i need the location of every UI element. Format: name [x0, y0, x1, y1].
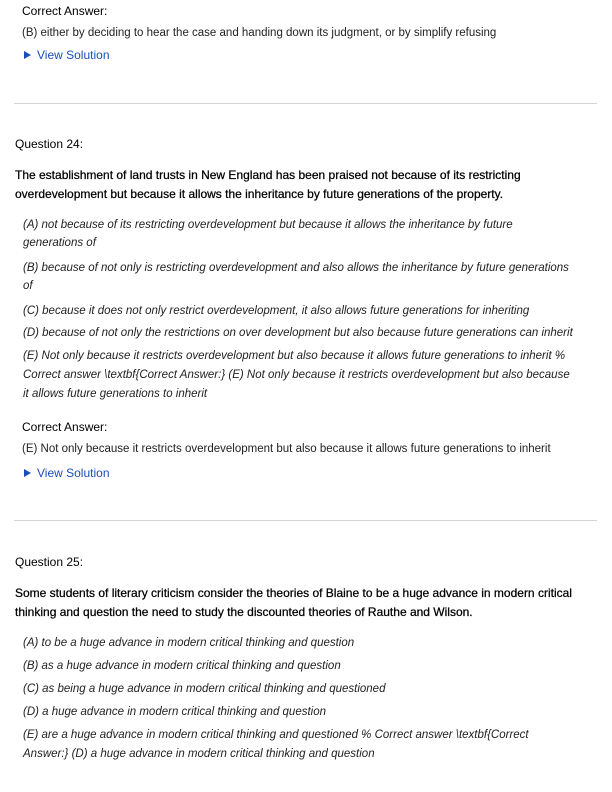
option-b-line-1[interactable]: (B) because of not only is restricting overdevelopment and also allows the inheritance by future generations	[23, 262, 569, 274]
divider	[14, 520, 597, 521]
option-a-line-2[interactable]: generations of	[23, 237, 96, 249]
question-24-stem-line-1: The establishment of land trusts in New England has been praised not because of its restricting	[15, 168, 521, 182]
option-b-line-2[interactable]: of	[23, 280, 33, 292]
option-e-line-3[interactable]: it allows future generations to inherit	[23, 388, 208, 400]
q24-correct-answer-label: Correct Answer:	[22, 420, 108, 434]
question-25-stem-line-1: Some students of literary criticism consider the theories of Blaine to be a huge advance in modern critical	[15, 586, 572, 600]
question-24-stem-line-2: overdevelopment but because it allows the inheritance by future generations of the property.	[15, 187, 504, 201]
option-d[interactable]: (D) because of not only the restrictions on over development but also because future generations can inherit	[23, 327, 573, 339]
expand-triangle-icon	[24, 51, 31, 59]
expand-triangle-icon	[24, 469, 31, 477]
option-c[interactable]: (C) as being a huge advance in modern critical thinking and questioned	[23, 683, 386, 695]
question-25-stem-line-2: thinking and question the need to study the discounted theories of Rauthe and Wilson.	[15, 605, 473, 619]
option-d[interactable]: (D) a huge advance in modern critical thinking and question	[23, 706, 327, 718]
option-a[interactable]: (A) to be a huge advance in modern critical thinking and question	[23, 637, 355, 649]
q24-correct-answer-text: (E) Not only because it restricts overdevelopment but also because it allows future generations to inherit	[22, 443, 551, 455]
view-solution-label: View Solution	[37, 48, 110, 62]
option-e-line-1[interactable]: (E) Not only because it restricts overdevelopment but also because it allows future generations to inherit %	[23, 350, 566, 362]
q24-view-solution-link[interactable]	[24, 466, 110, 480]
option-a-line-1[interactable]: (A) not because of its restricting overdevelopment but because it allows the inheritance by future	[23, 219, 513, 231]
divider	[14, 103, 597, 104]
option-b[interactable]: (B) as a huge advance in modern critical thinking and question	[23, 660, 341, 672]
view-solution-label: View Solution	[37, 466, 110, 480]
prev-correct-answer-label: Correct Answer:	[22, 4, 108, 18]
option-e-line-2[interactable]: Correct answer \textbf{Correct Answer:} (E) Not only because it restricts overdevelopment but also because	[23, 369, 570, 381]
question-24-number: Question 24:	[15, 137, 84, 151]
option-e-line-2[interactable]: Answer:} (D) a huge advance in modern critical thinking and question	[23, 748, 375, 760]
question-25-number: Question 25:	[15, 555, 84, 569]
prev-view-solution-link[interactable]	[24, 48, 110, 62]
option-c[interactable]: (C) because it does not only restrict overdevelopment, it also allows future generations for inheriting	[23, 305, 530, 317]
prev-correct-answer-text: (B) either by deciding to hear the case and handing down its judgment, or by simplify refusing	[22, 27, 497, 39]
option-e-line-1[interactable]: (E) are a huge advance in modern critical thinking and questioned % Correct answer \textbf{Correct	[23, 729, 529, 741]
